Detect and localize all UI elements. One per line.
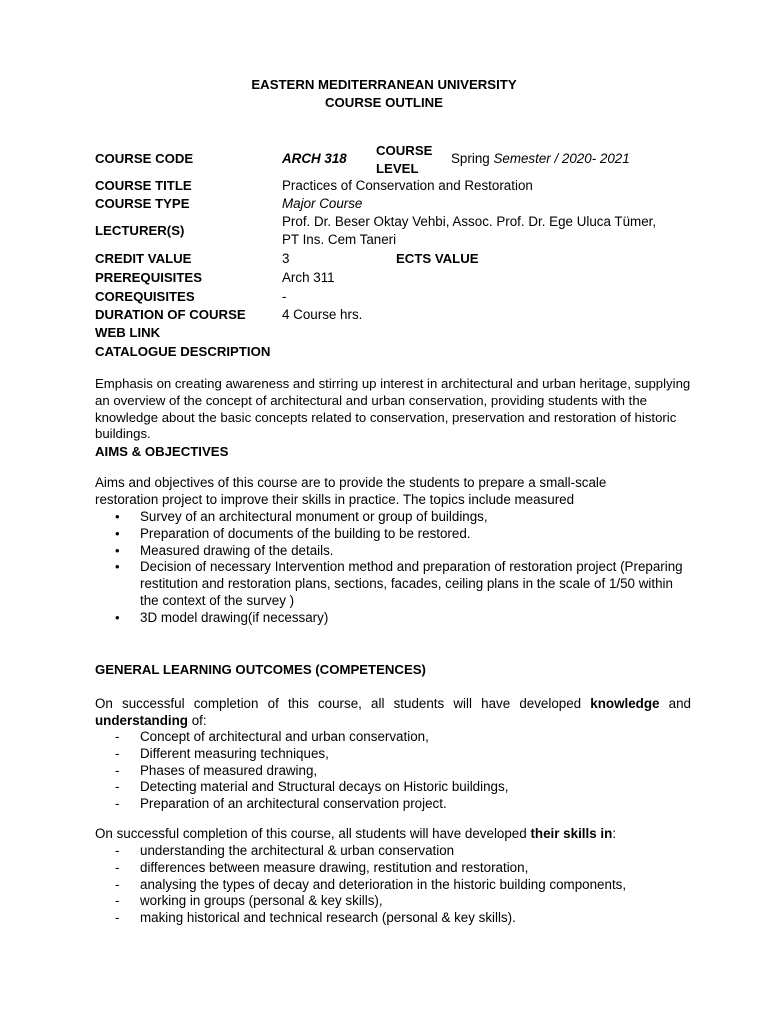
corequisites-value: - [282, 289, 287, 304]
outcomes-heading: GENERAL LEARNING OUTCOMES (COMPETENCES) [95, 662, 426, 677]
course-title-value: Practices of Conservation and Restoration [282, 178, 533, 193]
aims-heading: AIMS & OBJECTIVES [95, 444, 229, 459]
list-item: - Different measuring techniques, [115, 745, 329, 761]
list-item: - Preparation of an architectural conservation project. [115, 796, 447, 812]
dash-marker: - [115, 910, 120, 926]
course-code-value: ARCH 318 [282, 151, 347, 166]
prerequisites-value: Arch 311 [282, 270, 335, 285]
list-item: - Concept of architectural and urban conservation, [115, 729, 429, 744]
list-item: - making historical and technical research (personal & key skills). [115, 910, 516, 926]
duration-value: 4 Course hrs. [282, 307, 363, 322]
list-item: - working in groups (personal & key skills), [115, 893, 383, 909]
list-item: • Survey of an architectural monument or group of buildings, [115, 509, 488, 524]
dash-marker: - [115, 843, 120, 858]
dash-marker: - [115, 745, 120, 761]
knowledge-list [95, 729, 695, 813]
course-level-label: COURSE LEVEL [376, 143, 433, 176]
course-title-label: COURSE TITLE [95, 178, 192, 193]
list-item: • Measured drawing of the details. [115, 542, 334, 558]
list-item: - Detecting material and Structural decays on Historic buildings, [115, 779, 509, 795]
course-type-label: COURSE TYPE [95, 196, 190, 211]
bullet-icon: • [115, 525, 120, 541]
catalogue-description-label: CATALOGUE DESCRIPTION [95, 344, 271, 359]
dash-marker: - [115, 796, 120, 812]
catalogue-description-text: Emphasis on creating awareness and stirring up interest in architectural and urban heritage, supplying an overview of the concept of architectural and urban conservation, providing students with the knowledge about the basic concepts related to conservation, preservation and restoration of historic buildings. [95, 376, 691, 442]
dash-marker: - [115, 876, 120, 892]
understanding-line: understanding of: [95, 713, 207, 728]
dash-marker: - [115, 893, 120, 909]
list-item: - differences between measure drawing, restitution and restoration, [115, 859, 529, 875]
university-name: EASTERN MEDITERRANEAN UNIVERSITY [251, 77, 517, 92]
list-item: • 3D model drawing(if necessary) [115, 609, 329, 625]
document-title: COURSE OUTLINE [325, 95, 443, 110]
course-code-label: COURSE CODE [95, 151, 194, 166]
corequisites-label: COREQUISITES [95, 289, 195, 304]
semester-value: Spring Semester / 2020- 2021 [451, 151, 630, 166]
bullet-icon: • [115, 542, 120, 558]
bullet-icon: • [115, 509, 120, 524]
ects-value-label: ECTS VALUE [396, 251, 479, 266]
bullet-icon: • [115, 559, 120, 575]
bullet-icon: • [115, 609, 120, 625]
list-item: - Phases of measured drawing, [115, 762, 318, 778]
aims-intro: Aims and objectives of this course are to provide the students to prepare a small-scale restoration project to improve their skills in practice. The topics include measured [95, 475, 607, 507]
credit-value: 3 [282, 251, 290, 266]
knowledge-intro-line: On successful completion of this course, all students will have developed knowledge and [95, 696, 691, 711]
lecturers-line-1: Prof. Dr. Beser Oktay Vehbi, Assoc. Prof. Dr. Ege Uluca Tümer, [282, 214, 657, 229]
list-item: - understanding the architectural & urban conservation [115, 843, 455, 858]
dash-marker: - [115, 779, 120, 795]
credit-value-label: CREDIT VALUE [95, 251, 192, 266]
web-link-label: WEB LINK [95, 325, 161, 340]
list-item: - analysing the types of decay and deterioration in the historic building components, [115, 876, 627, 892]
duration-label: DURATION OF COURSE [95, 307, 246, 322]
dash-marker: - [115, 859, 120, 875]
skills-intro-line: On successful completion of this course, all students will have developed their skills in: [95, 826, 617, 841]
list-item: • Decision of necessary Intervention method and preparation of restoration project (Preparing restitution and restoration plans, sections, facades, ceiling plans in the scale of 1/50 within the context of the survey ) [115, 559, 683, 608]
lecturers-line-2: PT Ins. Cem Taneri [282, 232, 397, 247]
aims-list [95, 509, 695, 627]
prerequisites-label: PREREQUISITES [95, 270, 202, 285]
skills-list [95, 843, 695, 927]
dash-marker: - [115, 762, 120, 778]
course-type-value: Major Course [282, 196, 363, 211]
lecturers-label: LECTURER(S) [95, 223, 185, 238]
list-item: • Preparation of documents of the building to be restored. [115, 525, 471, 541]
dash-marker: - [115, 729, 120, 744]
